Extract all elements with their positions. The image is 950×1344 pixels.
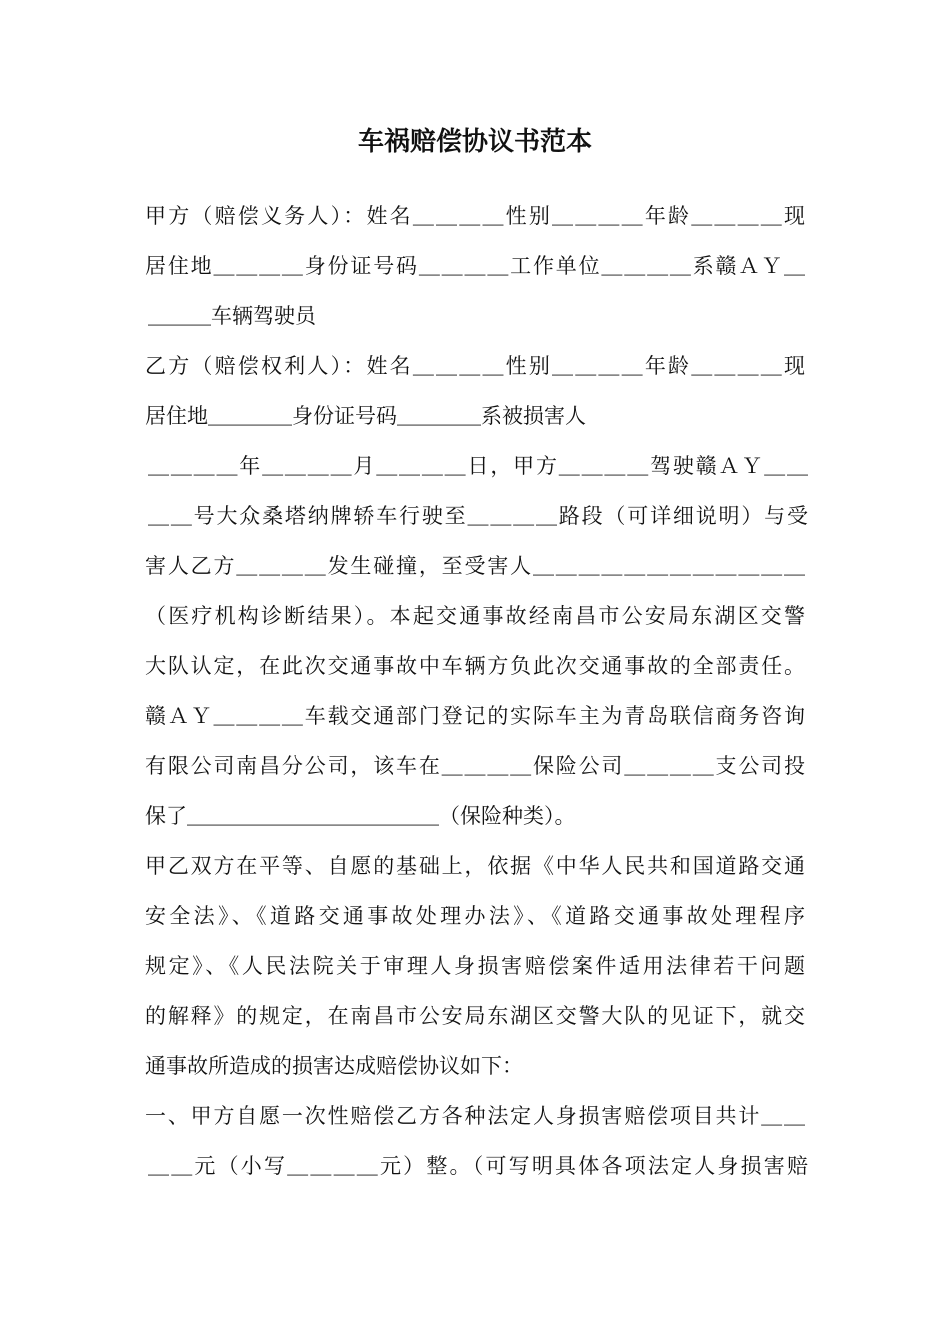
paragraph-line: 大队认定，在此次交通事故中车辆方负此次交通事故的全部责任。 bbox=[145, 654, 805, 678]
paragraph-line: 甲方（赔偿义务人）：姓名＿＿＿＿性别＿＿＿＿年龄＿＿＿＿现 bbox=[145, 204, 805, 228]
paragraph-line: ＿＿＿车辆驾驶员 bbox=[148, 304, 316, 328]
paragraph-line: 居住地＿＿＿＿身份证号码＿＿＿＿系被损害人 bbox=[145, 404, 586, 428]
paragraph-line: 赣ＡＹ＿＿＿＿车载交通部门登记的实际车主为青岛联信商务咨询 bbox=[145, 704, 805, 728]
paragraph-line: （医疗机构诊断结果）。本起交通事故经南昌市公安局东湖区交警 bbox=[145, 604, 805, 628]
paragraph-line: 害人乙方＿＿＿＿发生碰撞，至受害人＿＿＿＿＿＿＿＿＿＿＿＿ bbox=[145, 554, 805, 578]
paragraph-line: ＿＿＿＿年＿＿＿＿月＿＿＿＿日，甲方＿＿＿＿驾驶赣ＡＹ＿＿ bbox=[148, 454, 808, 478]
paragraph-line: 安全法》、《道路交通事故处理办法》、《道路交通事故处理程序 bbox=[145, 904, 805, 928]
paragraph-line: 乙方（赔偿权利人）：姓名＿＿＿＿性别＿＿＿＿年龄＿＿＿＿现 bbox=[145, 354, 805, 378]
paragraph-line: ＿＿元（小写＿＿＿＿元）整。（可写明具体各项法定人身损害赔 bbox=[148, 1154, 808, 1178]
paragraph-line: 的解释》的规定，在南昌市公安局东湖区交警大队的见证下，就交 bbox=[145, 1004, 805, 1028]
paragraph-line: 保了＿＿＿＿＿＿＿＿＿＿＿＿（保险种类）。 bbox=[145, 804, 576, 828]
paragraph-line: ＿＿号大众桑塔纳牌轿车行驶至＿＿＿＿路段（可详细说明）与受 bbox=[148, 504, 808, 528]
paragraph-line: 通事故所造成的损害达成赔偿协议如下： bbox=[145, 1054, 523, 1078]
document-title: 车祸赔偿协议书范本 bbox=[357, 127, 592, 157]
paragraph-line: 一、甲方自愿一次性赔偿乙方各种法定人身损害赔偿项目共计＿＿ bbox=[145, 1104, 805, 1128]
paragraph-line: 甲乙双方在平等、自愿的基础上，依据《中华人民共和国道路交通 bbox=[145, 854, 805, 878]
paragraph-line: 居住地＿＿＿＿身份证号码＿＿＿＿工作单位＿＿＿＿系赣ＡＹ＿ bbox=[145, 254, 805, 278]
paragraph-line: 有限公司南昌分公司，该车在＿＿＿＿保险公司＿＿＿＿支公司投 bbox=[145, 754, 805, 778]
paragraph-line: 规定》、《人民法院关于审理人身损害赔偿案件适用法律若干问题 bbox=[145, 954, 805, 978]
